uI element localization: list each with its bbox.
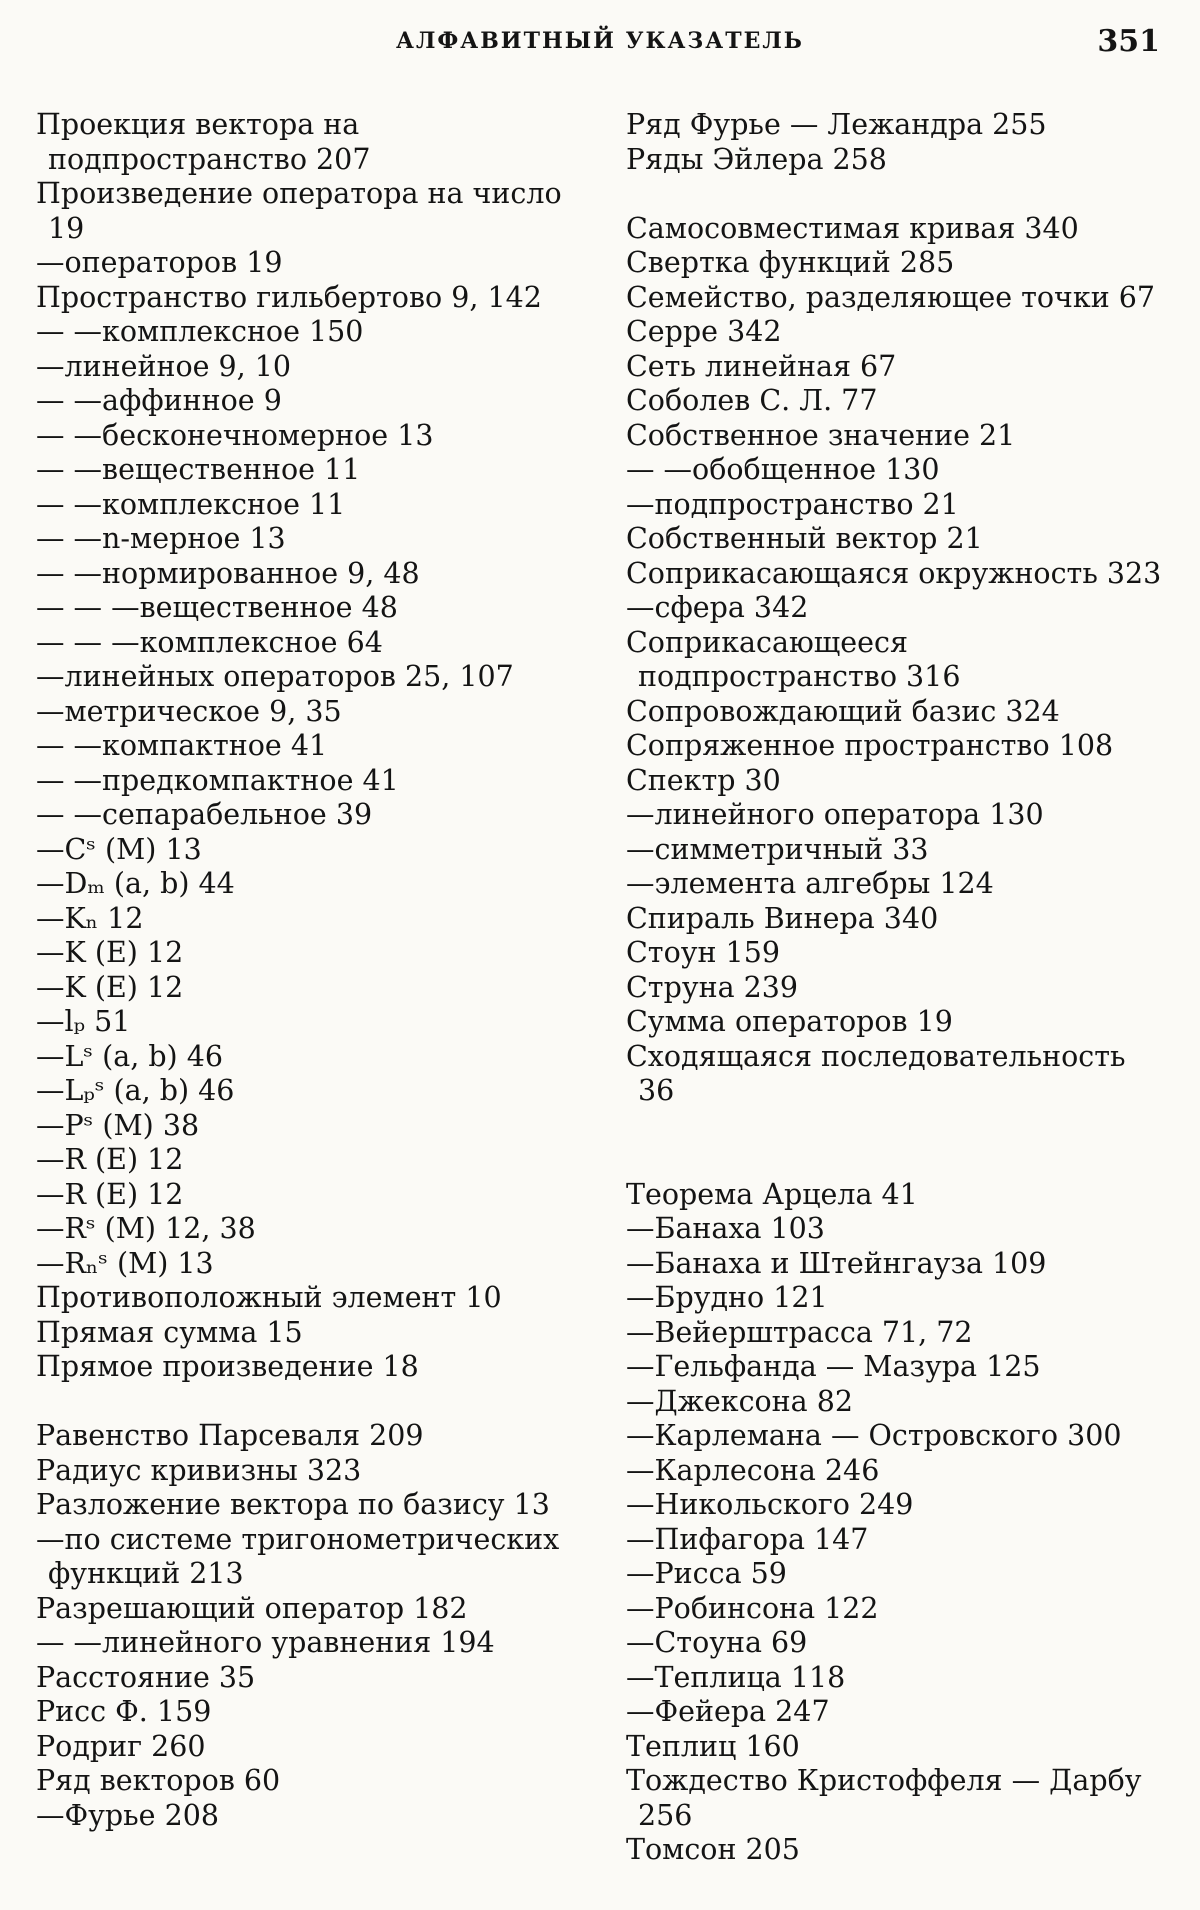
index-entry: —Карлесона 246 [626, 1453, 880, 1487]
index-entry: Пространство гильбертово 9, 142 [36, 280, 542, 314]
section-gap [626, 1109, 1166, 1178]
index-entry: Сходящаяся последовательность 36 [626, 1039, 1126, 1107]
index-entry: Радиус кривизны 323 [36, 1453, 362, 1487]
index-entry: —Dₘ (a, b) 44 [36, 867, 235, 900]
index-entry: —Карлемана — Островского 300 [626, 1419, 1122, 1452]
index-entry: —Брудно 121 [626, 1281, 828, 1314]
index-entry: Произведение оператора на число 19 [36, 177, 562, 245]
index-entry: —Фейера 247 [626, 1695, 830, 1728]
section-gap [626, 177, 1166, 212]
index-entry: —Рисса 59 [626, 1557, 787, 1590]
index-entry: Ряды Эйлера 258 [626, 142, 887, 176]
index-entry: — —линейного уравнения 194 [36, 1626, 495, 1659]
index-entry: —Никольского 249 [626, 1488, 914, 1521]
index-entry: —Pˢ (M) 38 [36, 1108, 200, 1142]
index-entry: Собственное значение 21 [626, 418, 1016, 452]
index-entry: —Фурье 208 [36, 1798, 220, 1832]
index-entry: Рисс Ф. 159 [36, 1695, 212, 1728]
index-entry: —Lˢ (a, b) 46 [36, 1039, 224, 1073]
section-gap [36, 1385, 576, 1420]
index-entry: Струна 239 [626, 970, 799, 1004]
index-entry: Расстояние 35 [36, 1660, 256, 1694]
index-entry: —K (E) 12 [36, 970, 184, 1004]
index-column-right [626, 108, 1166, 1868]
index-entry: —Kₙ 12 [36, 901, 144, 935]
index-entry: Проекция вектора на подпространство 207 [36, 108, 371, 176]
index-entry: —Lₚˢ (a, b) 46 [36, 1074, 235, 1107]
index-entry: —Rₙˢ (M) 13 [36, 1246, 214, 1280]
index-entry: —Теплица 118 [626, 1660, 846, 1694]
index-entry: Равенство Парсеваля 209 [36, 1419, 424, 1452]
index-entry: Собственный вектор 21 [626, 522, 983, 555]
index-entry: —метрическое 9, 35 [36, 694, 342, 728]
index-entry: — —бесконечномерное 13 [36, 418, 434, 452]
index-entry: — —комплексное 11 [36, 487, 346, 521]
index-entry: Сопровождающий базис 324 [626, 694, 1060, 728]
index-entry: Самосовместимая кривая 340 [626, 211, 1079, 245]
index-entry: — — —вещественное 48 [36, 591, 398, 624]
index-entry: —R (E) 12 [36, 1143, 184, 1176]
index-entry: —lₚ 51 [36, 1005, 131, 1038]
index-column-left [36, 108, 576, 1833]
index-entry: Соприкасающаяся окружность 323 [626, 556, 1162, 590]
index-entry: — —n-мерное 13 [36, 522, 286, 555]
index-entry: Ряд Фурье — Лежандра 255 [626, 108, 1047, 141]
index-entry: — —обобщенное 130 [626, 453, 940, 486]
index-entry: — —комплексное 150 [36, 315, 364, 348]
index-entry: —сфера 342 [626, 591, 809, 624]
index-entry: Свертка функций 285 [626, 246, 955, 279]
index-entry: Разложение вектора по базису 13 [36, 1488, 550, 1521]
index-entry: Сумма операторов 19 [626, 1005, 953, 1038]
index-entry: Противоположный элемент 10 [36, 1281, 502, 1314]
index-entry: Теплиц 160 [626, 1729, 800, 1763]
running-title: АЛФАВИТНЫЙ УКАЗАТЕЛЬ [396, 28, 804, 54]
index-entry: — —нормированное 9, 48 [36, 556, 420, 590]
index-entry: Теорема Арцела 41 [626, 1177, 918, 1211]
index-entry: — —аффинное 9 [36, 384, 282, 417]
index-entry: —Вейерштрасса 71, 72 [626, 1315, 973, 1349]
index-entry: —элемента алгебры 124 [626, 867, 994, 900]
index-entry: —по системе тригонометрических функций 213 [36, 1522, 560, 1590]
index-entry: — —предкомпактное 41 [36, 763, 399, 797]
index-entry: —линейного оператора 130 [626, 798, 1044, 831]
index-entry: Прямое произведение 18 [36, 1350, 419, 1383]
index-entry: Прямая сумма 15 [36, 1315, 303, 1349]
index-entry: Стоун 159 [626, 936, 780, 969]
index-entry: —Стоуна 69 [626, 1626, 808, 1659]
index-entry: —Rˢ (M) 12, 38 [36, 1212, 256, 1245]
index-entry: Семейство, разделяющее точки 67 [626, 280, 1156, 314]
index-entry: —линейное 9, 10 [36, 349, 292, 383]
index-entry: — —вещественное 11 [36, 453, 361, 486]
index-entry: —R (E) 12 [36, 1177, 184, 1211]
index-entry: Сопряженное пространство 108 [626, 729, 1114, 762]
index-entry: —Банаха 103 [626, 1212, 825, 1245]
index-entry: — —сепарабельное 39 [36, 798, 373, 831]
index-entry: —Джексона 82 [626, 1384, 853, 1418]
index-entry: —Гельфанда — Мазура 125 [626, 1350, 1041, 1383]
index-entry: Тождество Кристоффеля — Дарбу 256 [626, 1764, 1142, 1832]
index-entry: —подпространство 21 [626, 487, 959, 521]
index-entry: Томсон 205 [626, 1833, 800, 1866]
index-entry: —Банаха и Штейнгауза 109 [626, 1246, 1047, 1280]
index-entry: Разрешающий оператор 182 [36, 1591, 468, 1625]
page-header [0, 24, 1200, 64]
index-entry: Ряд векторов 60 [36, 1764, 281, 1797]
index-entry: —симметричный 33 [626, 832, 929, 866]
index-entry: Соприкасающееся подпространство 316 [626, 625, 961, 693]
index-entry: — —компактное 41 [36, 729, 328, 762]
index-entry: Серре 342 [626, 315, 782, 348]
index-entry: Сеть линейная 67 [626, 349, 897, 383]
page-number: 351 [1097, 24, 1160, 59]
index-entry: —операторов 19 [36, 246, 283, 279]
index-entry: Родриг 260 [36, 1729, 206, 1763]
index-entry: —Робинсона 122 [626, 1591, 879, 1625]
index-entry: Соболев С. Л. 77 [626, 384, 878, 417]
index-entry: —Cˢ (M) 13 [36, 832, 202, 866]
index-entry: Спираль Винера 340 [626, 901, 939, 935]
index-entry: —K (E) 12 [36, 936, 184, 969]
index-entry: —линейных операторов 25, 107 [36, 660, 514, 693]
index-entry: —Пифагора 147 [626, 1522, 869, 1556]
index-entry: Спектр 30 [626, 763, 781, 797]
index-entry: — — —комплексное 64 [36, 625, 383, 659]
